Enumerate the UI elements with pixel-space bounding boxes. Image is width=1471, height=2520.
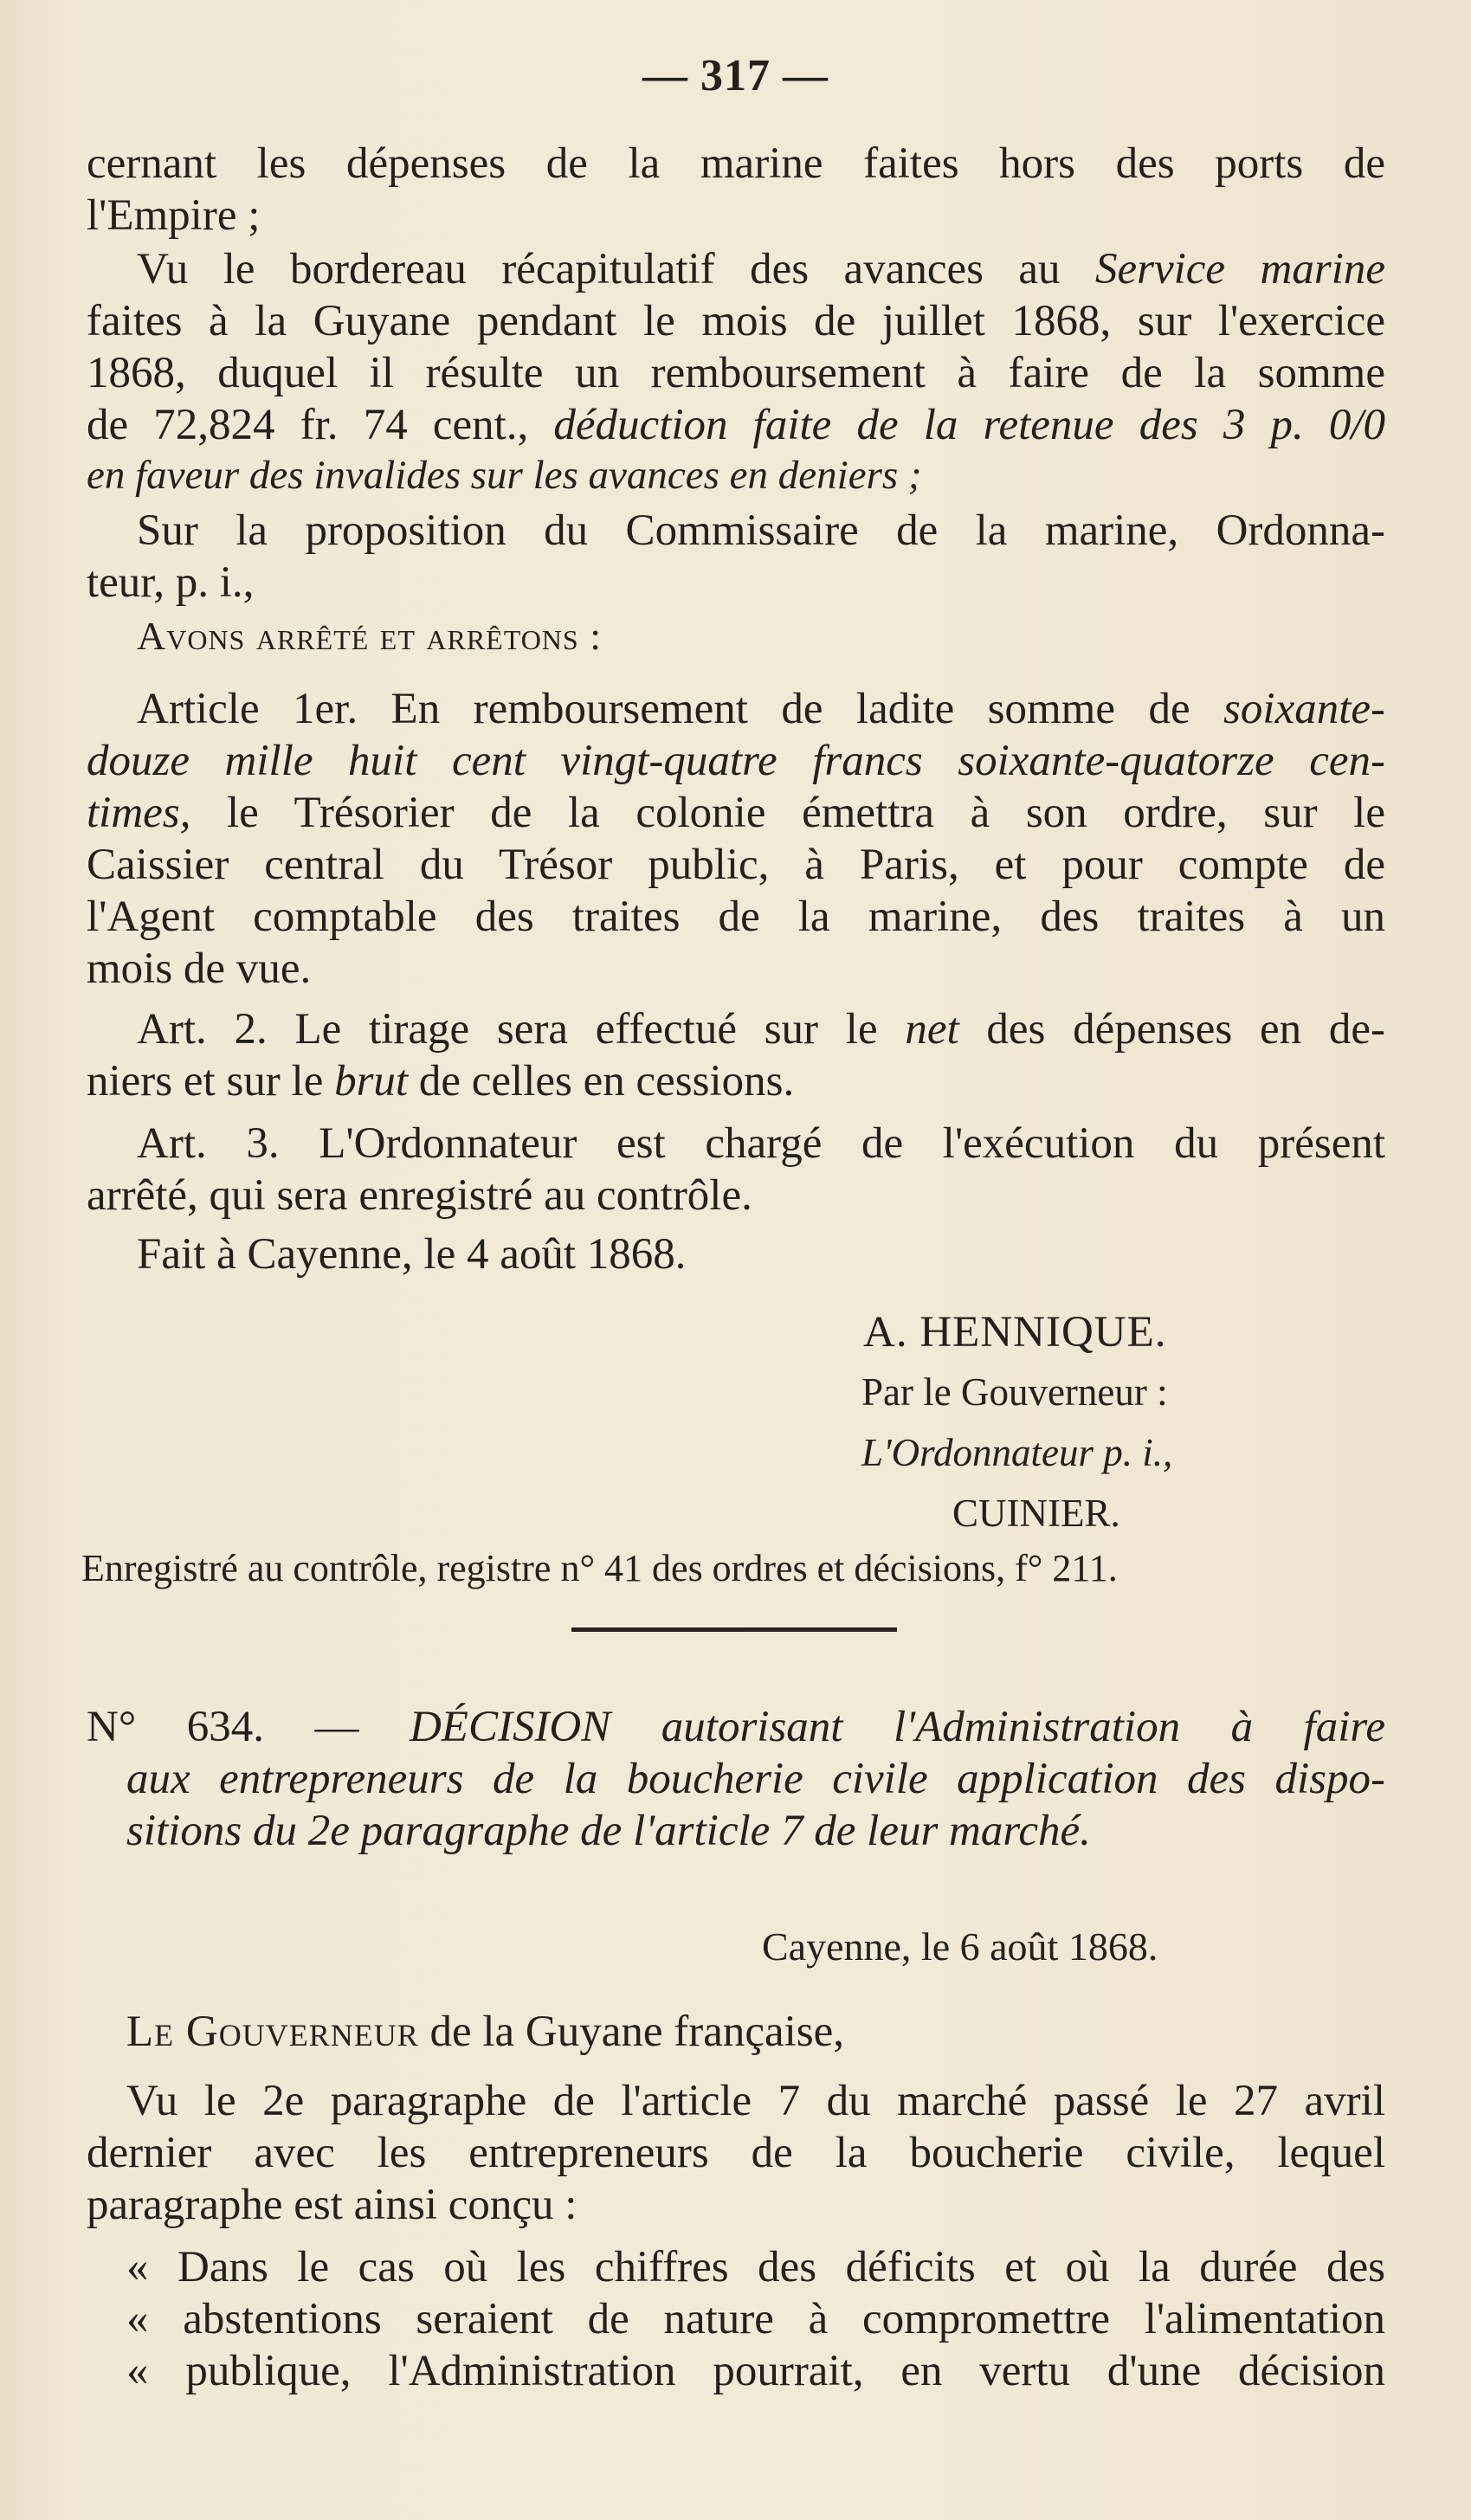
text-line xyxy=(126,2294,1385,2344)
line-text: arrêté, qui sera enregistré au contrôle. xyxy=(87,1171,752,1220)
line-text: de celles en cessions. xyxy=(408,1057,795,1105)
text-line xyxy=(87,557,1385,608)
line-text: Par le Gouverneur : xyxy=(861,1370,1168,1414)
text-line xyxy=(87,840,1385,890)
section-divider xyxy=(571,1627,897,1632)
text-line xyxy=(762,1924,1368,1969)
line-text: Art. 3. L'Ordonnateur est chargé de l'exécution du présent xyxy=(137,1119,1385,1168)
line-text-italic: times, xyxy=(87,789,191,837)
text-line xyxy=(126,1754,1385,1804)
line-text: l'Empire ; xyxy=(87,191,261,240)
line-text: Enregistré au contrôle, registre n° 41 des ordres et décisions, f° 211. xyxy=(81,1547,1118,1589)
text-line xyxy=(137,1004,1385,1054)
line-text: Article 1er. En remboursement de ladite somme de xyxy=(137,685,1224,733)
line-text-italic: DÉCISION autorisant l'Administration à faire xyxy=(409,1703,1385,1751)
text-line xyxy=(87,736,1385,786)
line-text: Le Gouverneur xyxy=(126,2008,419,2056)
line-text-italic: sitions du 2e paragraphe de l'article 7 de leur marché. xyxy=(126,1807,1091,1855)
text-line xyxy=(137,613,1436,659)
line-text: dernier avec les entrepreneurs de la boucherie civile, lequel xyxy=(87,2129,1385,2177)
text-line xyxy=(87,1702,1385,1752)
line-text: « abstentions seraient de nature à compromettre l'alimentation xyxy=(126,2295,1385,2343)
line-text-italic: aux entrepreneurs de la boucherie civile application des dispo- xyxy=(126,1755,1385,1803)
line-text-italic: L'Ordonnateur p. i., xyxy=(861,1431,1173,1474)
line-text-italic: net xyxy=(905,1005,959,1054)
line-text: le Trésorier de la colonie émettra à son ordre, sur le xyxy=(190,789,1385,837)
line-text-italic: brut xyxy=(334,1057,409,1105)
line-text: N° 634. — xyxy=(87,1703,410,1751)
line-text: Fait à Cayenne, le 4 août 1868. xyxy=(137,1230,687,1279)
text-line xyxy=(87,2180,1385,2230)
line-text: teur, p. i., xyxy=(87,558,255,607)
line-text-italic: Service marine xyxy=(1095,245,1385,293)
text-line xyxy=(87,296,1385,346)
line-text: Art. 2. Le tirage sera effectué sur le xyxy=(137,1005,906,1054)
signature-name xyxy=(863,1307,1383,1357)
text-line xyxy=(87,190,1385,241)
line-text: CUINIER. xyxy=(952,1492,1120,1535)
line-text-italic: soixante- xyxy=(1223,685,1385,733)
line-text: Cayenne, le 6 août 1868. xyxy=(762,1924,1158,1969)
line-text: cernant les dépenses de la marine faites hors des ports de xyxy=(87,139,1385,188)
line-text: « publique, l'Administration pourrait, en vertu d'une décision xyxy=(126,2347,1385,2395)
text-line xyxy=(87,348,1385,398)
text-line xyxy=(952,1491,1377,1536)
line-text: A. HENNIQUE. xyxy=(863,1308,1167,1357)
text-line xyxy=(87,788,1385,838)
text-line xyxy=(87,2128,1385,2178)
text-line xyxy=(87,944,1385,994)
text-line xyxy=(137,506,1385,556)
text-line xyxy=(126,1806,1385,1856)
line-text: « Dans le cas où les chiffres des déficits et où la durée des xyxy=(126,2243,1385,2291)
line-text: de 72,824 fr. 74 cent., xyxy=(87,401,554,449)
text-line xyxy=(87,892,1385,942)
line-text: l'Agent comptable des traites de la marine, des traites à un xyxy=(87,893,1385,941)
text-line xyxy=(81,1546,1385,1590)
line-text-italic: douze mille huit cent vingt-quatre francs soixante-quatorze cen- xyxy=(87,737,1385,785)
line-text: Vu le 2e paragraphe de l'article 7 du marché passé le 27 avril xyxy=(126,2077,1385,2125)
text-line xyxy=(87,1056,1385,1106)
line-text: 1868, duquel il résulte un remboursement à faire de la somme xyxy=(87,349,1385,397)
line-text: paragraphe est ainsi conçu : xyxy=(87,2181,577,2229)
text-line xyxy=(137,684,1385,734)
text-line xyxy=(87,452,1385,499)
text-line xyxy=(87,1170,1385,1221)
text-line xyxy=(126,2346,1385,2396)
text-line xyxy=(126,2076,1385,2126)
page-number: — 317 — xyxy=(642,51,829,100)
text-line xyxy=(137,1229,1436,1279)
text-line xyxy=(861,1430,1381,1475)
line-text: Sur la proposition du Commissaire de la marine, Ordonna- xyxy=(137,506,1385,555)
line-text-italic: déduction faite de la retenue des 3 p. 0/0 xyxy=(553,401,1386,449)
text-line xyxy=(137,1118,1385,1169)
text-line xyxy=(87,400,1385,450)
line-text: de la Guyane française, xyxy=(418,2008,845,2056)
line-text: Caissier central du Trésor public, à Paris, et pour compte de xyxy=(87,841,1385,889)
line-text: des dépenses en de- xyxy=(958,1005,1386,1054)
text-line xyxy=(861,1370,1381,1415)
text-line xyxy=(87,139,1385,189)
line-text: Vu le bordereau récapitulatif des avances au xyxy=(137,245,1095,293)
text-line xyxy=(126,2242,1385,2292)
line-text: niers et sur le xyxy=(87,1057,335,1105)
text-line xyxy=(137,244,1385,294)
text-line xyxy=(126,2007,1425,2057)
line-text: faites à la Guyane pendant le mois de juillet 1868, sur l'exercice xyxy=(87,297,1385,345)
line-text-italic: en faveur des invalides sur les avances en deniers ; xyxy=(87,453,922,498)
line-text: Avons arrêté et arrêtons : xyxy=(137,614,602,658)
line-text: mois de vue. xyxy=(87,944,312,993)
